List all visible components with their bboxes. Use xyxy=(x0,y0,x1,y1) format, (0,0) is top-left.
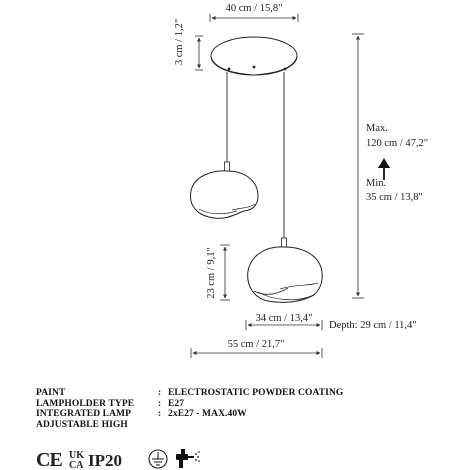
ceiling-canopy xyxy=(211,37,297,75)
shade-width-label: 34 cm / 13,4" xyxy=(255,313,313,324)
spec-row-lampholder xyxy=(36,399,456,410)
ukca-mark-bottom: CA xyxy=(69,460,84,470)
spec-value: ELECTROSTATIC POWDER COATING xyxy=(168,388,344,398)
ce-mark: CE xyxy=(36,449,62,470)
height-max-label: Max. xyxy=(366,123,388,134)
spec-separator: : xyxy=(158,398,162,409)
height-min-value: 35 cm / 13,8" xyxy=(366,192,423,203)
ip-rating-badge: IP20 xyxy=(88,451,122,470)
certification-marks xyxy=(36,448,216,470)
spec-separator: : xyxy=(158,388,162,398)
adjust-up-arrow-icon xyxy=(378,158,390,180)
pendant-shade-upper xyxy=(190,162,258,218)
canopy-height-dimension xyxy=(195,36,203,70)
spec-value xyxy=(168,420,456,431)
spec-row-paint xyxy=(36,388,456,399)
canopy-height-label: 3 cm / 1,2" xyxy=(174,18,185,66)
spec-label: LAMPHOLDER TYPE xyxy=(36,398,135,409)
height-max-value: 120 cm / 47,2" xyxy=(366,138,429,149)
canopy-width-label: 40 cm / 15,8" xyxy=(225,3,283,14)
spray-gun-icon xyxy=(176,449,200,468)
height-min-label: Min. xyxy=(366,178,387,189)
spec-table xyxy=(36,388,456,430)
spec-separator: : xyxy=(158,409,162,419)
pendant-shade-lower xyxy=(248,238,322,302)
spec-value: 2xE27 - MAX.40W xyxy=(168,409,247,419)
total-width-label: 55 cm / 21,7" xyxy=(227,339,285,350)
spec-row-adjustable xyxy=(36,420,456,431)
spec-label: ADJUSTABLE HIGH xyxy=(36,419,128,430)
shade-depth-label: Depth: 29 cm / 11,4" xyxy=(329,320,417,331)
shade-height-dimension xyxy=(220,245,230,300)
spec-value: E27 xyxy=(168,398,185,409)
spec-label: INTEGRATED LAMP xyxy=(36,409,132,419)
canopy-width-dimension xyxy=(210,14,298,22)
overall-height-dimension xyxy=(352,34,364,298)
shade-height-label: 23 cm / 9,1" xyxy=(206,247,217,299)
ukca-mark-top: UK xyxy=(69,450,84,461)
spec-row-integrated-lamp xyxy=(36,409,456,420)
ground-symbol-icon xyxy=(149,450,167,468)
spec-label: PAINT xyxy=(36,388,66,398)
